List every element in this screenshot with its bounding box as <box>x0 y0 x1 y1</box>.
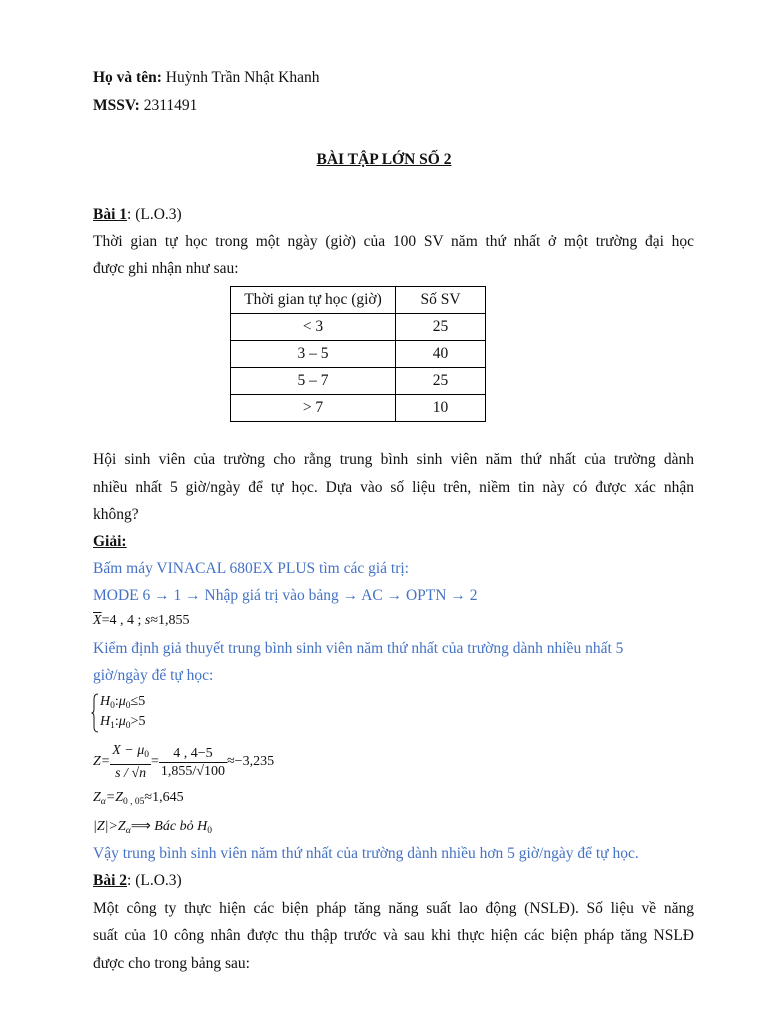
z-alpha-line <box>93 790 184 807</box>
s-value: ≈1,855 <box>150 613 190 628</box>
document-title: BÀI TẬP LỚN SỐ 2 <box>316 151 452 168</box>
problem2-label: Bài 2 <box>93 872 128 889</box>
table-cell: 3 – 5 <box>231 341 396 368</box>
table-row <box>231 314 486 341</box>
student-id-line <box>93 97 197 115</box>
z-formula <box>93 742 274 782</box>
z-fraction-2 <box>159 745 227 780</box>
z-den1: s / √n <box>115 766 147 781</box>
problem2-heading <box>93 872 182 890</box>
table-row <box>231 368 486 395</box>
z-fraction-1 <box>110 742 151 782</box>
solution-step-2: MODE 6 → 1 → Nhập giá trị vào bảng → AC → OPTN → 2 <box>93 587 478 604</box>
xbar-value: =4 , 4 ; <box>101 613 142 628</box>
name-label: Họ và tên: <box>93 69 162 86</box>
hypothesis-text-line-2: giờ/ngày để tự học: <box>93 667 214 684</box>
table-cell: < 3 <box>231 314 396 341</box>
z-num1: X − μ <box>112 743 145 758</box>
stats-line <box>93 613 190 629</box>
h1-name: H <box>100 714 111 729</box>
table-cell: 5 – 7 <box>231 368 396 395</box>
h0-rel: : <box>114 694 119 709</box>
id-value: 2311491 <box>143 97 198 114</box>
z-lhs: Z= <box>93 754 111 769</box>
student-name-line <box>93 69 319 87</box>
problem1-text-line-2: được ghi nhận như sau: <box>93 260 239 277</box>
id-label: MSSV: <box>93 97 140 114</box>
table-cell: 10 <box>396 395 486 422</box>
problem2-text-line-2: suất của 10 công nhân được thu thập trước và sau khi thực hiện các biện pháp tăng NSLĐ <box>93 927 694 944</box>
h0-sub: 0 <box>110 701 115 711</box>
table-cell: 40 <box>396 341 486 368</box>
z-num1-sub: 0 <box>144 750 150 760</box>
solution-step-1: Bấm máy VINACAL 680EX PLUS tìm các giá trị: <box>93 560 409 577</box>
h1-cond: >5 <box>130 714 146 729</box>
problem2-text-line-3: được cho trong bảng sau: <box>93 955 250 972</box>
decision-text-sub: 0 <box>207 826 212 836</box>
table-cell: > 7 <box>231 395 396 422</box>
h1-line <box>100 714 145 731</box>
question-line-1: Hội sinh viên của trường cho rằng trung bình sinh viên năm thứ nhất của trường dành <box>93 451 694 468</box>
s-symbol: s <box>144 613 151 628</box>
h1-mu: μ <box>118 714 126 729</box>
z-num2: 4 , 4−5 <box>159 745 227 763</box>
decision-lhs-sub: α <box>125 826 131 836</box>
hypothesis-text-line-1: Kiểm định giả thuyết trung bình sinh viên năm thứ nhất của trường dành nhiều nhất 5 <box>93 640 624 657</box>
table-header-cell: Thời gian tự học (giờ) <box>231 287 396 314</box>
z-alpha-lhs: Z <box>93 790 101 805</box>
z-eq: = <box>151 754 159 769</box>
z-alpha-lhs-sub: α <box>100 797 106 807</box>
study-time-table <box>230 286 486 422</box>
z-den2: 1,855/√100 <box>160 763 225 779</box>
h0-musub: 0 <box>125 701 131 711</box>
table-row <box>231 395 486 422</box>
problem2-text-line-1: Một công ty thực hiện các biện pháp tăng năng suất lao động (NSLĐ). Số liệu về năng <box>93 900 694 917</box>
h1-sub: 1 <box>110 721 115 731</box>
problem1-label: Bài 1 <box>93 206 128 223</box>
decision-arrow: ⟹ <box>130 819 151 834</box>
conclusion: Vậy trung bình sinh viên năm thứ nhất của trường dành nhiều hơn 5 giờ/ngày để tự học. <box>93 845 639 862</box>
problem1-heading <box>93 206 182 224</box>
table-header-cell: Số SV <box>396 287 486 314</box>
h1-rel: : <box>114 714 119 729</box>
xbar-symbol: $\overline{X}$ <box>93 613 102 628</box>
table-row <box>231 341 486 368</box>
name-value: Huỳnh Trần Nhật Khanh <box>165 69 320 86</box>
decision-lhs: |Z|>Z <box>93 819 126 834</box>
problem1-text-line-1: Thời gian tự học trong một ngày (giờ) của 100 SV năm thứ nhất ở một trường đại học <box>93 233 694 250</box>
system-brace-icon <box>91 693 99 733</box>
h0-cond: ≤5 <box>130 694 146 709</box>
problem2-lo: : (L.O.3) <box>127 872 182 889</box>
decision-line <box>93 818 212 836</box>
h0-mu: μ <box>118 694 126 709</box>
z-alpha-mid-sub: 0 , 05 <box>123 797 145 807</box>
z-alpha-result: ≈1,645 <box>144 790 184 805</box>
h1-musub: 0 <box>125 721 131 731</box>
z-alpha-mid: =Z <box>105 790 124 805</box>
problem1-lo: : (L.O.3) <box>127 206 182 223</box>
decision-text: Bác bỏ H <box>154 819 208 834</box>
question-line-3: không? <box>93 506 139 523</box>
table-header-row <box>231 287 486 314</box>
h0-line <box>100 694 145 711</box>
z-result: ≈−3,235 <box>227 754 275 769</box>
question-line-2: nhiều nhất 5 giờ/ngày để tự học. Dựa vào số liệu trên, niềm tin này có được xác nhận <box>93 479 694 496</box>
h0-name: H <box>100 694 111 709</box>
table-cell: 25 <box>396 314 486 341</box>
solution-label: Giải: <box>93 533 127 550</box>
table-cell: 25 <box>396 368 486 395</box>
